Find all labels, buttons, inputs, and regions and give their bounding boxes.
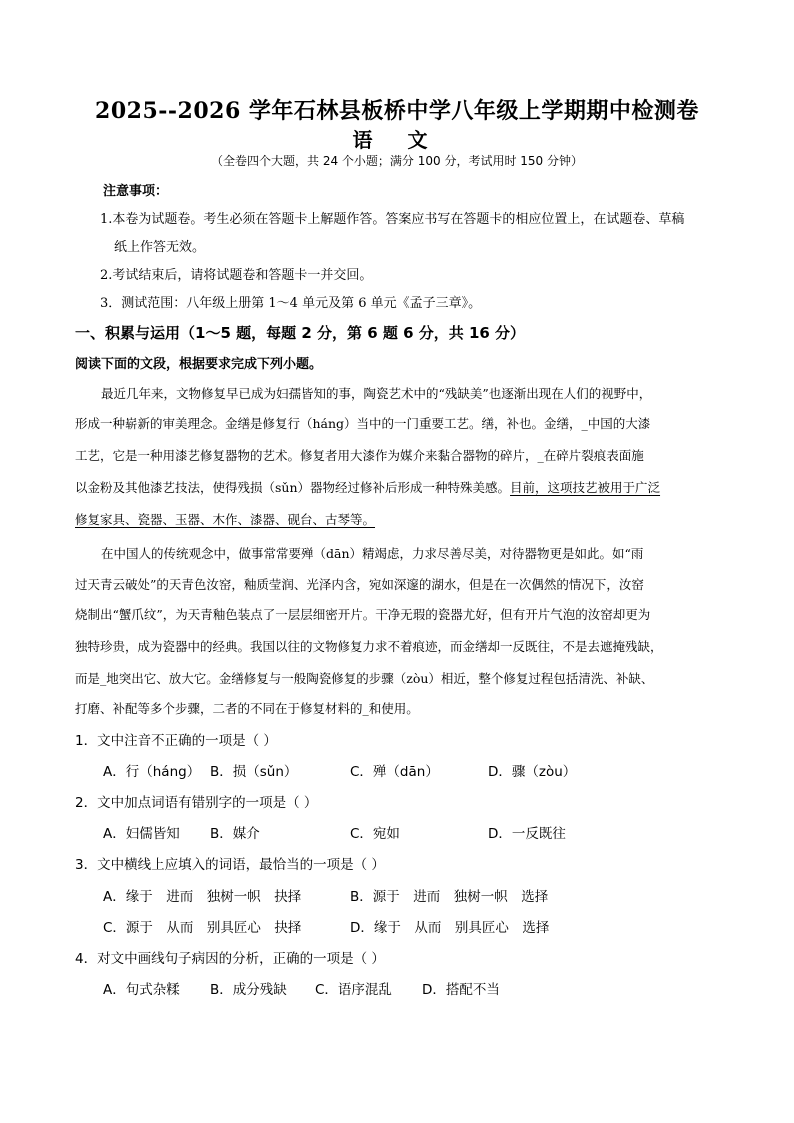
passage-text: 以金粉及其他漆艺技法，使得残损（sǔn）器物经过修补后形成一种特殊美感。 [75, 480, 511, 495]
underlined-sentence: 修复家具、瓷器、玉器、木作、漆器、砚台、古琴等。 [75, 512, 376, 527]
question-stem: 4．对文中画线句子病因的分析，正确的一项是（ ） [75, 951, 385, 967]
passage-line: 过天青云破处”的天青色汝窑，釉质莹润、光泽内含，宛如深邃的湖水，但是在一次偶然的情况下，汝窑 [75, 577, 644, 592]
option-b[interactable]: B．成分残缺 [210, 982, 287, 998]
passage-line [75, 478, 660, 496]
underlined-sentence: 目前，这项技艺被用于广泛 [510, 480, 661, 495]
notice-title: 注意事项： [103, 184, 169, 199]
passage-line: 而是_地突出它、放大它。金缮修复与一般陶瓷修复的步骤（zòu）相近，整个修复过程包括清洗、补缺、 [75, 671, 654, 686]
option-a[interactable]: A．妇儒皆知 [103, 826, 180, 842]
notice-item: 纸上作答无效。 [114, 240, 206, 255]
option-a[interactable]: A．句式杂糅 [103, 982, 180, 998]
passage-line: 在中国人的传统观念中，做事常常要殚（dān）精竭虑，力求尽善尽美，对待器物更是如此。如“雨 [101, 546, 644, 561]
notice-item: 2.考试结束后，请将试题卷和答题卡一并交回。 [100, 268, 373, 283]
option-c[interactable]: C．殚（dān） [350, 764, 439, 780]
exam-meta: （全卷四个大题，共 24 个小题；满分 100 分，考试用时 150 分钟） [211, 154, 583, 168]
section-heading: 一、积累与运用（1～5 题，每题 2 分，第 6 题 6 分，共 16 分） [75, 324, 526, 342]
option-d[interactable]: D．一反既往 [488, 826, 566, 842]
option-b[interactable]: B．损（sǔn） [210, 764, 298, 780]
notice-item: 1.本卷为试题卷。考生必须在答题卡上解题作答。答案应书写在答题卡的相应位置上，在试题卷、草稿 [100, 212, 685, 227]
passage-line: 形成一种崭新的审美理念。金缮是修复行（háng）当中的一门重要工艺。缮，补也。金缮，_中国的大漆 [75, 416, 651, 431]
option-d[interactable]: D．搭配不当 [422, 982, 500, 998]
passage-line: 独特珍贵，成为瓷器中的经典。我国以往的文物修复力求不着痕迹，而金缮却一反既往，不是去遮掩残缺， [75, 639, 663, 654]
passage-line: 打磨、补配等多个步骤，二者的不同在于修复材料的_和使用。 [75, 701, 419, 716]
passage-line: 工艺，它是一种用漆艺修复器物的艺术。修复者用大漆作为媒介来黏合器物的碎片，_在碎片裂痕表面施 [75, 448, 644, 463]
option-b[interactable]: B．媒介 [210, 826, 260, 842]
subject-title: 语 文 [352, 128, 442, 152]
option-d[interactable]: D．骤（zòu） [488, 764, 577, 780]
section-instruction: 阅读下面的文段，根据要求完成下列小题。 [75, 357, 323, 372]
question-stem: 2．文中加点词语有错别字的一项是（ ） [75, 795, 318, 811]
option-c[interactable]: C．源于 从而 别具匠心 抉择 [103, 920, 302, 936]
option-a[interactable]: A．缘于 进而 独树一帜 抉择 [103, 889, 302, 905]
notice-item: 3．测试范围：八年级上册第 1～4 单元及第 6 单元《孟子三章》。 [100, 296, 482, 311]
passage-line: 最近几年来，文物修复早已成为妇孺皆知的事，陶瓷艺术中的“残缺美”也逐渐出现在人们的视野中， [101, 386, 652, 401]
option-d[interactable]: D．缘于 从而 别具匠心 选择 [350, 920, 550, 936]
question-stem: 1．文中注音不正确的一项是（ ） [75, 733, 277, 749]
option-a[interactable]: A．行（háng） [103, 764, 201, 780]
option-b[interactable]: B．源于 进而 独树一帜 选择 [350, 889, 549, 905]
passage-line: 烧制出“蟹爪纹”，为天青釉色装点了一层层细密开片。干净无瑕的瓷器尤好，但有开片气泡的汝窑却更为 [75, 607, 651, 622]
option-c[interactable]: C．宛如 [350, 826, 400, 842]
exam-title: 2025--2026 学年石林县板桥中学八年级上学期期中检测卷 [95, 98, 699, 124]
question-stem: 3．文中横线上应填入的词语，最恰当的一项是（ ） [75, 857, 385, 873]
option-c[interactable]: C．语序混乱 [315, 982, 392, 998]
